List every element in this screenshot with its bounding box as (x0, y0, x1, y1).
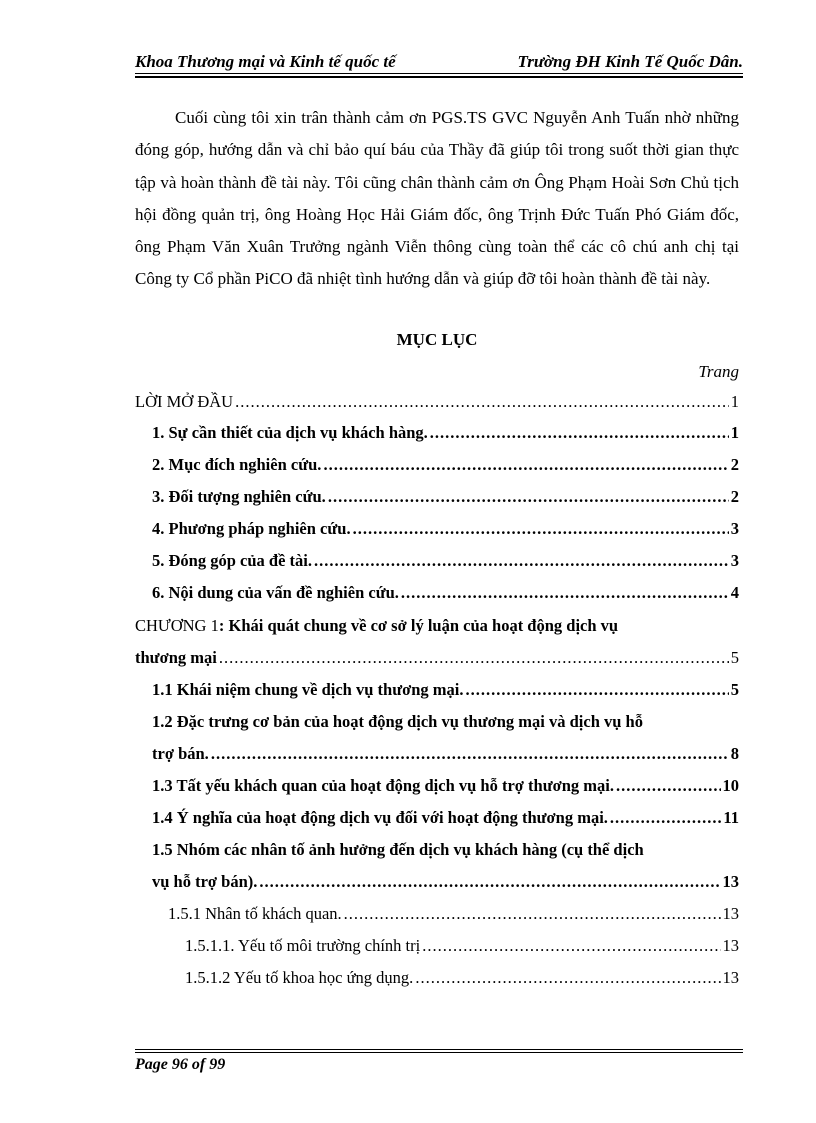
toc-page-column-label: Trang (698, 362, 739, 381)
toc-entry-text: 1.5.1 Nhân tố khách quan. (168, 904, 342, 923)
toc-entry-1-1[interactable] (152, 680, 739, 710)
toc-entry-page: 13 (722, 904, 739, 923)
toc-entry-chapter-1[interactable] (135, 616, 739, 680)
toc-entry-1-3[interactable] (152, 776, 739, 806)
header-university: Trường ĐH Kinh Tế Quốc Dân. (517, 52, 743, 71)
toc-entry-page: 8 (730, 744, 739, 763)
toc-entry-page: 5 (730, 680, 739, 699)
chapter-title-line1: : Khái quát chung về cơ sở lý luận của hoạt động dịch vụ (218, 616, 619, 635)
header-faculty: Khoa Thương mại và Kinh tế quốc tế (135, 52, 396, 71)
footer-divider (135, 1049, 743, 1053)
toc-entry-text: 1.3 Tất yếu khách quan của hoạt động dịch vụ hỗ trợ thương mại. (152, 776, 615, 795)
toc-entry-6[interactable] (152, 583, 739, 613)
chapter-title-line2: thương mại (135, 648, 217, 667)
toc-entry-page: 1 (730, 423, 739, 442)
toc-entry-text-line1: 1.2 Đặc trưng cơ bản của hoạt động dịch vụ thương mại và dịch vụ hỗ (152, 712, 643, 731)
page-header (135, 48, 743, 72)
toc-entry-page: 5 (730, 648, 739, 667)
toc-title: MỤC LỤC (396, 330, 478, 349)
toc-entry-1-5-1-2[interactable] (185, 968, 739, 998)
header-divider (135, 73, 743, 78)
toc-entry-3[interactable] (152, 487, 739, 517)
toc-entry-text: 5. Đóng góp của đề tài. (152, 551, 312, 570)
toc-entry-text: 1.5.1.1. Yếu tố môi trường chính trị (185, 936, 421, 955)
toc-entry-page: 13 (722, 936, 739, 955)
toc-entry-text: 6. Nội dung của vấn đề nghiên cứu. (152, 583, 399, 602)
toc-entry-1-2[interactable] (152, 712, 739, 776)
chapter-label: CHƯƠNG 1 (135, 616, 219, 635)
toc-entry-text: LỜI MỞ ĐẦU (135, 392, 234, 411)
toc-entry-page: 1 (730, 392, 739, 411)
toc-entry-text: 1.5.1.2 Yếu tố khoa học ứng dụng. (185, 968, 414, 987)
toc-entry-text: 3. Đối tượng nghiên cứu. (152, 487, 326, 506)
toc-entry-text: 4. Phương pháp nghiên cứu. (152, 519, 351, 538)
toc-entry-text-line2: trợ bán. (152, 744, 209, 763)
toc-entry-5[interactable] (152, 551, 739, 581)
toc-entry-1-5-1[interactable] (168, 904, 739, 934)
toc-entry-2[interactable] (152, 455, 739, 485)
toc-entry-text: 1.1 Khái niệm chung về dịch vụ thương mại. (152, 680, 464, 699)
toc-entry-1-5[interactable] (152, 840, 739, 904)
toc-entry-4[interactable] (152, 519, 739, 549)
toc-entry-page: 3 (730, 551, 739, 570)
toc-entry-text-line2: vụ hỗ trợ bán). (152, 872, 258, 891)
toc-entry-1-5-1-1[interactable] (185, 936, 739, 966)
toc-entry-1-4[interactable] (152, 808, 739, 838)
toc-entry-text: 2. Mục đích nghiên cứu. (152, 455, 322, 474)
toc-entry-text: 1. Sự cần thiết của dịch vụ khách hàng. (152, 423, 428, 442)
toc-entry-page: 13 (722, 872, 739, 891)
acknowledgement-paragraph: Cuối cùng tôi xin trân thành cảm ơn PGS.TS GVC Nguyễn Anh Tuấn nhờ những đóng góp, hướng dẫn và chỉ bảo quí báu của Thầy đã giúp tôi trong suốt thời gian thực tập và hoàn thành đề tài này. Tôi cũng chân thành cảm ơn Ông Phạm Hoài Sơn Chủ tịch hội đồng quản trị, ông Hoàng Học Hải Giám đốc, ông Trịnh Đức Tuấn Phó Giám đốc, ông Phạm Văn Xuân Trưởng ngành Viễn thông cùng toàn thể các cô chú anh chị tại Công ty Cổ phần PiCO đã nhiệt tình hướng dẫn và giúp đỡ tôi hoàn thành đề tài này. (135, 108, 739, 289)
page-number: Page 96 of 99 (135, 1056, 226, 1073)
toc-entry-page: 3 (730, 519, 739, 538)
toc-entry-page: 13 (722, 968, 739, 987)
toc-entry-text-line1: 1.5 Nhóm các nhân tố ảnh hưởng đến dịch vụ khách hàng (cụ thể dịch (152, 840, 644, 859)
toc-entry-page: 11 (723, 808, 739, 827)
toc-entry-page: 2 (730, 487, 739, 506)
toc-entry-page: 10 (722, 776, 739, 795)
toc-entry-page: 2 (730, 455, 739, 474)
toc-entry-loi-mo-dau[interactable] (135, 392, 739, 422)
toc-entry-text: 1.4 Ý nghĩa của hoạt động dịch vụ đối với hoạt động thương mại. (152, 808, 608, 827)
toc-entry-page: 4 (730, 583, 739, 602)
toc-entry-1[interactable] (152, 423, 739, 453)
